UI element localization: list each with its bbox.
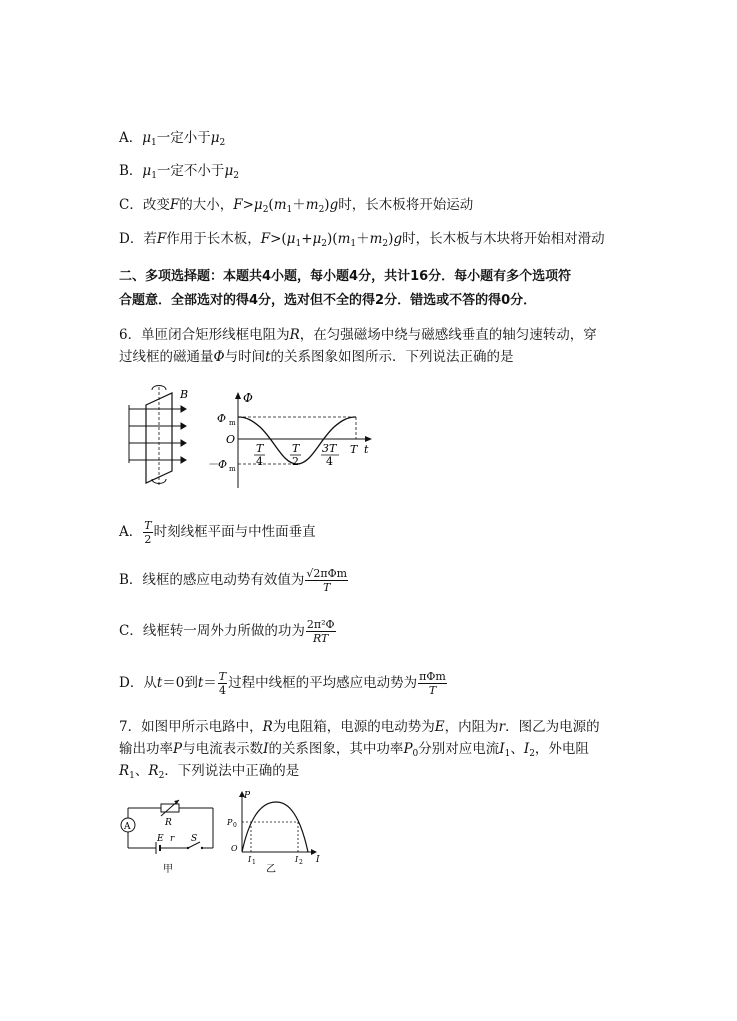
q6-option-a: A． $\frac{T}{2}$ 时刻线框平面与中性面垂直	[119, 519, 316, 546]
internal-resistance-label: r	[170, 834, 175, 844]
q6-option-c: C．线框转一周外力所做的功为 $\frac{\text{2π²Φ}}{RT}$	[119, 618, 335, 645]
q6-stem-line1: 6．单匝闭合矩形线框电阻为R，在匀强磁场中绕与磁感线垂直的轴匀速转动，穿	[119, 327, 597, 343]
tick-t-half-num: T	[292, 442, 300, 455]
field-label-b: B	[180, 388, 189, 401]
switch-label: S	[191, 834, 198, 844]
i2-label: I	[295, 855, 299, 864]
q6-frame-figure	[124, 383, 194, 488]
section2-header-line1: 二、多项选择题：本题共4小题，每小题4分，共计16分．每小题有多个选项符	[119, 269, 572, 284]
p0-label: P	[227, 818, 233, 827]
figure-jia-label: 甲	[163, 864, 173, 875]
i1-label: I	[248, 855, 252, 864]
q6-option-b: B．线框的感应电动势有效值为 $\frac{\text{√2πΦm}}{T}$	[119, 567, 348, 594]
q7-circuit-figure	[118, 796, 226, 876]
q6-option-d: D．从t＝0到t＝ $\frac{T}{4}$ 过程中线框的平均感应电动势为 $\frac{\text{πΦm}}{T}$	[119, 670, 446, 697]
fraction-t-over-2: $\frac{T}{2}$	[144, 519, 152, 546]
q7-power-graph	[224, 786, 324, 881]
i1-sub: 1	[252, 859, 256, 866]
resistor-label: R	[165, 818, 172, 828]
q7-stem-line3: $R_1$、$R_2$．下列说法中正确的是	[119, 763, 300, 781]
i2-sub: 2	[299, 859, 303, 866]
tick-3t-quarter-den: 4	[326, 455, 333, 468]
i-axis-label: I	[316, 855, 320, 865]
origin-label: O	[226, 433, 236, 446]
fraction-avg-emf: $\frac{\text{πΦm}}{T}$	[419, 670, 446, 697]
q5-option-b: B．$\mu_1$一定不小于$\mu_2$	[119, 163, 239, 181]
tick-t-label: T	[350, 443, 358, 456]
neg-phim-sub: m	[229, 465, 236, 473]
neg-phim-label: －Φ	[207, 458, 228, 471]
fraction-t-over-4: $\frac{T}{4}$	[218, 670, 227, 697]
section2-header-line2: 合题意．全部选对的得4分，选对但不全的得2分．错选或不答的得0分．	[119, 293, 537, 308]
t-axis-label: t	[364, 443, 369, 456]
q6-flux-graph	[205, 388, 375, 492]
origin-label-2: O	[231, 844, 238, 853]
phi-axis-label: Φ	[243, 391, 253, 405]
q7-stem-line2: 输出功率P与电流表示数I的关系图象，其中功率$P_0$分别对应电流$I_1$、$I_2$，外电阻	[119, 741, 589, 759]
phim-label: Φ	[217, 412, 227, 425]
p0-sub: 0	[233, 822, 237, 829]
tick-t-half-den: 2	[292, 455, 299, 468]
emf-label: E	[157, 834, 164, 844]
tick-t-quarter-den: 4	[256, 455, 263, 468]
q7-stem-line1: 7．如图甲所示电路中，R为电阻箱，电源的电动势为E，内阻为r．图乙为电源的	[119, 719, 600, 735]
ammeter-label: A	[124, 822, 131, 832]
q6-stem-line2: 过线框的磁通量Φ与时间t的关系图象如图所示．下列说法正确的是	[119, 349, 514, 365]
q5-option-a: A．$\mu_1$一定小于$\mu_2$	[119, 130, 226, 148]
q5-option-c: C．改变F的大小，$F>\mu_2(m_1+m_2)g$时，长木板将开始运动	[119, 197, 474, 215]
figure-yi-label: 乙	[266, 864, 276, 875]
q5-option-d: D．若F作用于长木板，$F>(\mu_1+\mu_2)(m_1+m_2)g$时，长木板与木块将开始相对滑动	[119, 231, 605, 249]
phim-sub: m	[229, 419, 236, 427]
fraction-work: $\frac{\text{2π²Φ}}{RT}$	[306, 618, 335, 645]
p-axis-label: P	[244, 791, 251, 801]
tick-t-quarter-num: T	[256, 442, 264, 455]
tick-3t-quarter-num: 3T	[322, 442, 337, 455]
fraction-emf-rms: $\frac{\text{√2πΦm}}{T}$	[306, 567, 348, 594]
